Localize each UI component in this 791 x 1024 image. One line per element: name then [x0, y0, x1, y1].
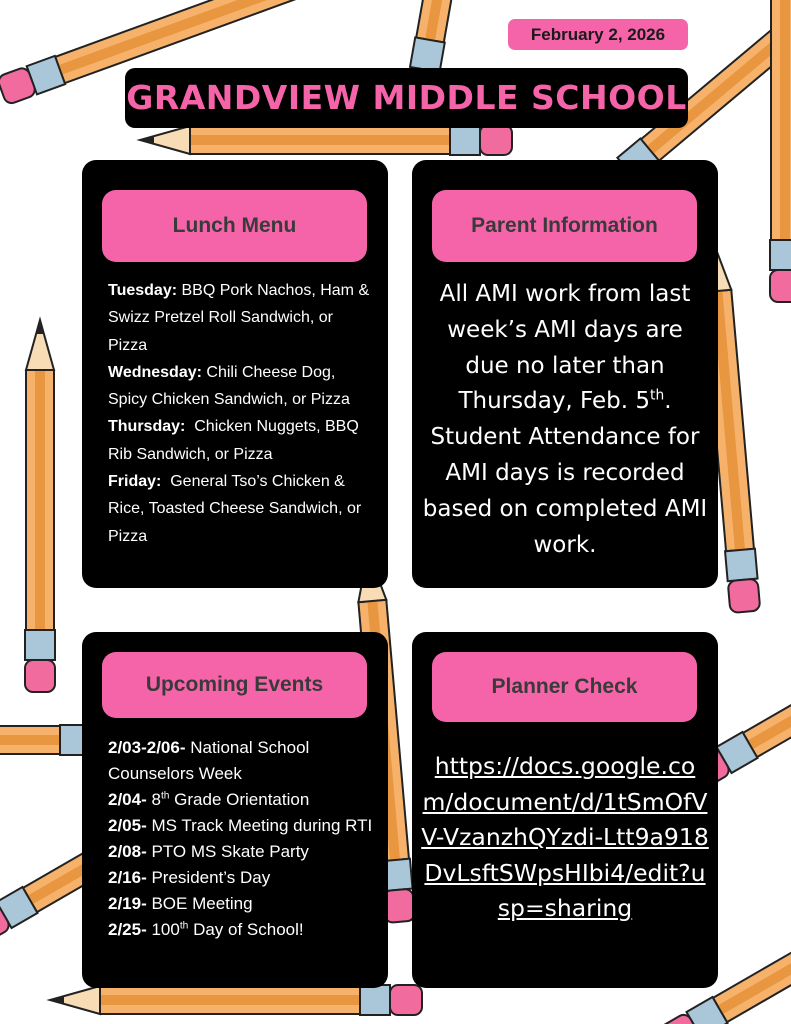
- pencil-icon: [48, 985, 422, 1015]
- pencil-icon: [138, 125, 512, 155]
- parent-information-heading: Parent Information: [432, 190, 697, 262]
- date-badge: February 2, 2026: [508, 19, 688, 50]
- event-item: 2/19- BOE Meeting: [108, 894, 253, 913]
- parent-information-text: All AMI work from last week’s AMI days are due no later than Thursday, Feb. 5th. Student Attendance for AMI days is recorded based on completed AMI work.: [422, 281, 708, 558]
- pencil-icon: [25, 318, 55, 692]
- lunch-item: Tuesday: BBQ Pork Nachos, Ham & Swizz Pretzel Roll Sandwich, or Pizza: [108, 282, 370, 354]
- upcoming-events-heading: Upcoming Events: [102, 652, 367, 718]
- planner-check-card: [412, 632, 718, 988]
- parent-information-card: [412, 160, 718, 588]
- event-item: 2/03-2/06- National School Counselors Week: [108, 738, 310, 783]
- event-item: 2/04- 8th Grade Orientation: [108, 790, 310, 809]
- lunch-item: Thursday: Chicken Nuggets, BBQ Rib Sandwich, or Pizza: [108, 418, 364, 463]
- lunch-item: Friday: General Tso’s Chicken & Rice, Toasted Cheese Sandwich, or Pizza: [108, 473, 366, 545]
- lunch-item: Wednesday: Chili Cheese Dog, Spicy Chicken Sandwich, or Pizza: [108, 363, 350, 409]
- page-title: GRANDVIEW MIDDLE SCHOOL: [125, 68, 688, 128]
- event-item: 2/25- 100th Day of School!: [108, 920, 304, 939]
- planner-check-link[interactable]: https://docs.google.com/document/d/1tSmOfVV-VzanzhQYzdi-Ltt9a918DvLsftSWpsHIbi4/edit?usp=sharing: [421, 752, 709, 922]
- planner-check-heading: Planner Check: [432, 652, 697, 722]
- pencil-icon: [770, 0, 791, 302]
- event-item: 2/08- PTO MS Skate Party: [108, 842, 309, 861]
- lunch-menu-list: [108, 277, 374, 550]
- event-item: 2/05- MS Track Meeting during RTI: [108, 816, 373, 835]
- lunch-menu-card: [82, 160, 388, 588]
- upcoming-events-card: [82, 632, 388, 988]
- events-list: [108, 735, 378, 943]
- lunch-menu-heading: Lunch Menu: [102, 190, 367, 262]
- event-item: 2/16- President’s Day: [108, 868, 271, 887]
